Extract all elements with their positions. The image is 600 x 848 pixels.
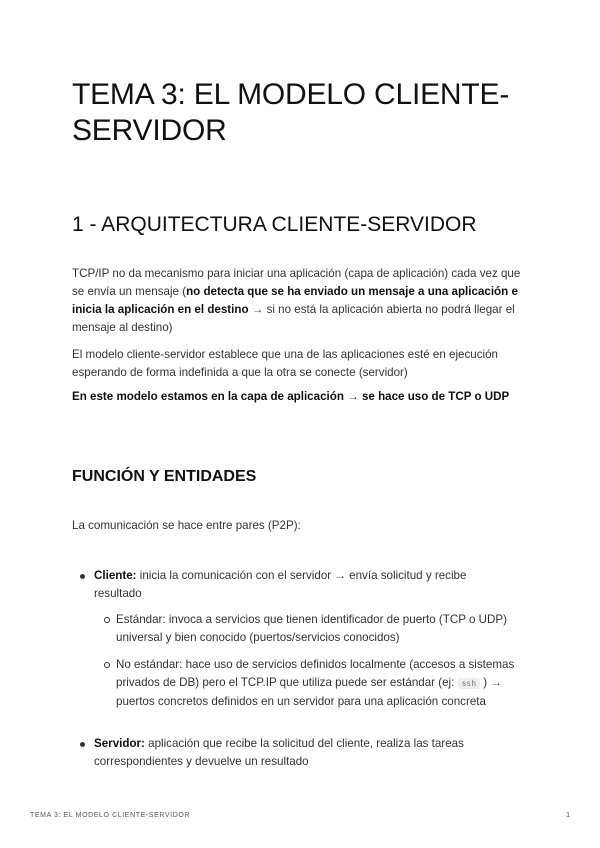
- list-subitem-no-estandar-text-1: No estándar: hace uso de servicios definidos localmente (accesos a sistemas privados de DB) pero el TCP.IP que utiliza puede ser estándar (ej:: [116, 658, 515, 689]
- footer-title: TEMA 3: EL MODELO CLIENTE-SERVIDOR: [30, 812, 191, 819]
- paragraph-tcpip: [72, 265, 532, 337]
- paragraph-capa-aplicacion: En este modelo estamos en la capa de aplicación → se hace uso de TCP o UDP: [72, 390, 510, 403]
- paragraph-p2p: La comunicación se hace entre pares (P2P):: [72, 519, 301, 532]
- subheading-funcion-entidades: FUNCIÓN Y ENTIDADES: [72, 468, 257, 485]
- list-item-cliente-text: inicia la comunicación con el servidor → envía solicitud y recibe resultado: [94, 569, 467, 600]
- list-subitem-no-estandar: [116, 656, 516, 711]
- paragraph-tcpip-text-2: → si no está la aplicación abierta no podrá llegar el mensaje al destino): [72, 303, 515, 334]
- paragraph-tcpip-bold: no detecta que se ha enviado un mensaje a una aplicación e inicia la aplicación en el destino: [72, 285, 518, 316]
- list-item-cliente: [94, 567, 514, 603]
- list-item-cliente-label: Cliente:: [94, 569, 137, 582]
- list-subitem-estandar: Estándar: invoca a servicios que tienen identificador de puerto (TCP o UDP) universal y bien conocido (puertos/servicios conocidos): [116, 611, 516, 647]
- list-item-servidor-text: aplicación que recibe la solicitud del cliente, realiza las tareas correspondientes y devuelve un resultado: [94, 737, 464, 768]
- paragraph-tcpip-text-1: TCP/IP no da mecanismo para iniciar una aplicación (capa de aplicación) cada vez que se envía un mensaje (: [72, 267, 521, 298]
- footer-page-number: 1: [566, 812, 570, 819]
- paragraph-modelo: El modelo cliente-servidor establece que una de las aplicaciones esté en ejecución esperando de forma indefinida a que la otra se conecte (servidor): [72, 348, 499, 379]
- inline-code-ssh: ssh: [458, 678, 480, 689]
- document-title: TEMA 3: EL MODELO CLIENTE-SERVIDOR: [72, 78, 510, 147]
- list-item-servidor-label: Servidor:: [94, 737, 145, 750]
- section-heading: 1 - ARQUITECTURA CLIENTE-SERVIDOR: [72, 213, 477, 236]
- list-item-servidor: [94, 735, 514, 771]
- list-subitem-no-estandar-text-2: ) → puertos concretos definidos en un servidor para una aplicación concreta: [116, 676, 502, 708]
